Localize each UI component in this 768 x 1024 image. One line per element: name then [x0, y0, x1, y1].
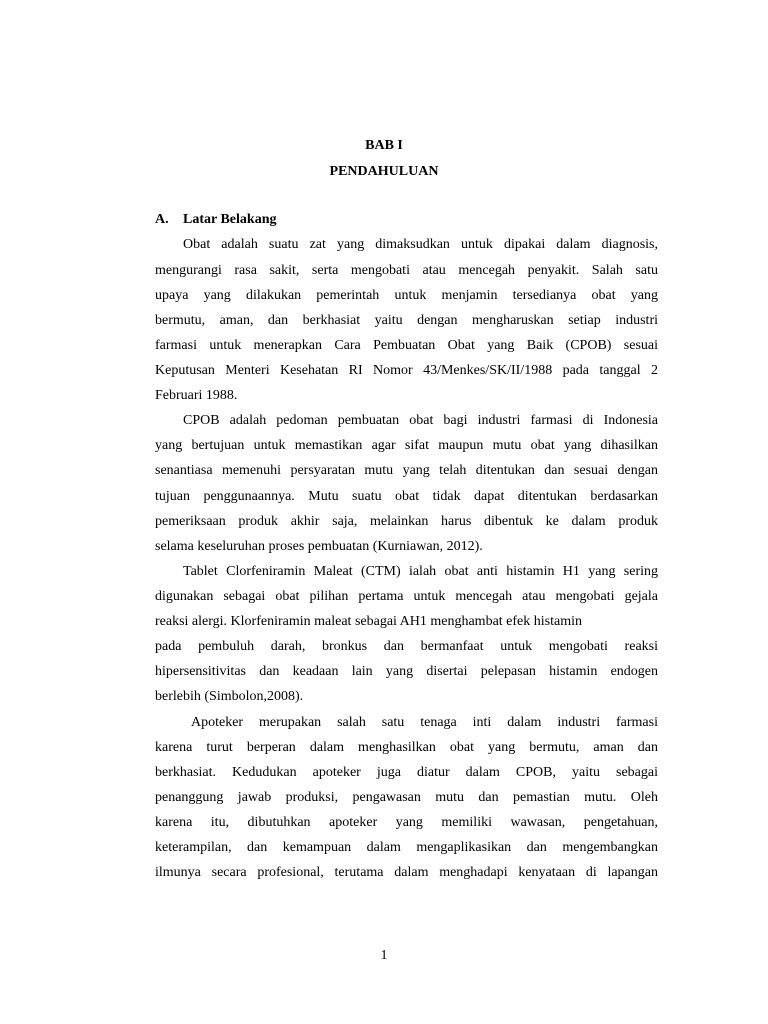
text-line: pemeriksaan produk akhir saja, melainkan harus dibentuk ke dalam produk — [155, 514, 658, 529]
text-line: senantiasa memenuhi persyaratan mutu yang telah ditentukan dan sesuai dengan — [155, 463, 658, 478]
text-line: reaksi alergi. Klorfeniramin maleat sebagai AH1 menghambat efek histamin — [155, 614, 582, 629]
text-line: upaya yang dilakukan pemerintah untuk menjamin tersedianya obat yang — [155, 288, 658, 303]
text-line: Keputusan Menteri Kesehatan RI Nomor 43/Menkes/SK/II/1988 pada tanggal 2 — [155, 363, 658, 378]
text-line: tujuan penggunaannya. Mutu suatu obat tidak dapat ditentukan berdasarkan — [155, 489, 658, 504]
text-line: yang bertujuan untuk memastikan agar sifat maupun mutu obat yang dihasilkan — [155, 438, 658, 453]
text-line: berlebih (Simbolon,2008). — [155, 689, 304, 704]
text-line: karena turut berperan dalam menghasilkan obat yang bermutu, aman dan — [155, 740, 658, 755]
section-title: Latar Belakang — [183, 212, 277, 227]
text-line: pada pembuluh darah, bronkus dan bermanfaat untuk mengobati reaksi — [155, 639, 658, 654]
chapter-title: PENDAHULUAN — [329, 164, 439, 179]
text-line: farmasi untuk menerapkan Cara Pembuatan Obat yang Baik (CPOB) sesuai — [155, 338, 658, 353]
text-line: selama keseluruhan proses pembuatan (Kurniawan, 2012). — [155, 539, 483, 554]
text-line: Apoteker merupakan salah satu tenaga inti dalam industri farmasi — [191, 715, 658, 730]
section-heading — [155, 211, 276, 229]
chapter-number: BAB I — [365, 138, 403, 153]
text-line: Februari 1988. — [155, 388, 238, 403]
text-line: mengurangi rasa sakit, serta mengobati atau mencegah penyakit. Salah satu — [155, 263, 658, 278]
text-line: penanggung jawab produksi, pengawasan mutu dan pemastian mutu. Oleh — [155, 790, 658, 805]
text-line: ilmunya secara profesional, terutama dalam menghadapi kenyataan di lapangan — [155, 865, 658, 880]
text-line: bermutu, aman, dan berkhasiat yaitu dengan mengharuskan setiap industri — [155, 313, 658, 328]
text-line: Tablet Clorfeniramin Maleat (CTM) ialah obat anti histamin H1 yang sering — [183, 564, 658, 579]
text-line: digunakan sebagai obat pilihan pertama untuk mencegah atau mengobati gejala — [155, 589, 658, 604]
section-number: A. — [155, 212, 169, 227]
text-line: Obat adalah suatu zat yang dimaksudkan untuk dipakai dalam diagnosis, — [183, 237, 658, 252]
text-line: karena itu, dibutuhkan apoteker yang memiliki wawasan, pengetahuan, — [155, 815, 658, 830]
text-line: CPOB adalah pedoman pembuatan obat bagi industri farmasi di Indonesia — [183, 413, 658, 428]
text-line: berkhasiat. Kedudukan apoteker juga diatur dalam CPOB, yaitu sebagai — [155, 765, 658, 780]
text-line: hipersensitivitas dan keadaan lain yang disertai pelepasan histamin endogen — [155, 664, 658, 679]
page-number: 1 — [380, 948, 388, 963]
text-line: keterampilan, dan kemampuan dalam mengaplikasikan dan mengembangkan — [155, 840, 658, 855]
